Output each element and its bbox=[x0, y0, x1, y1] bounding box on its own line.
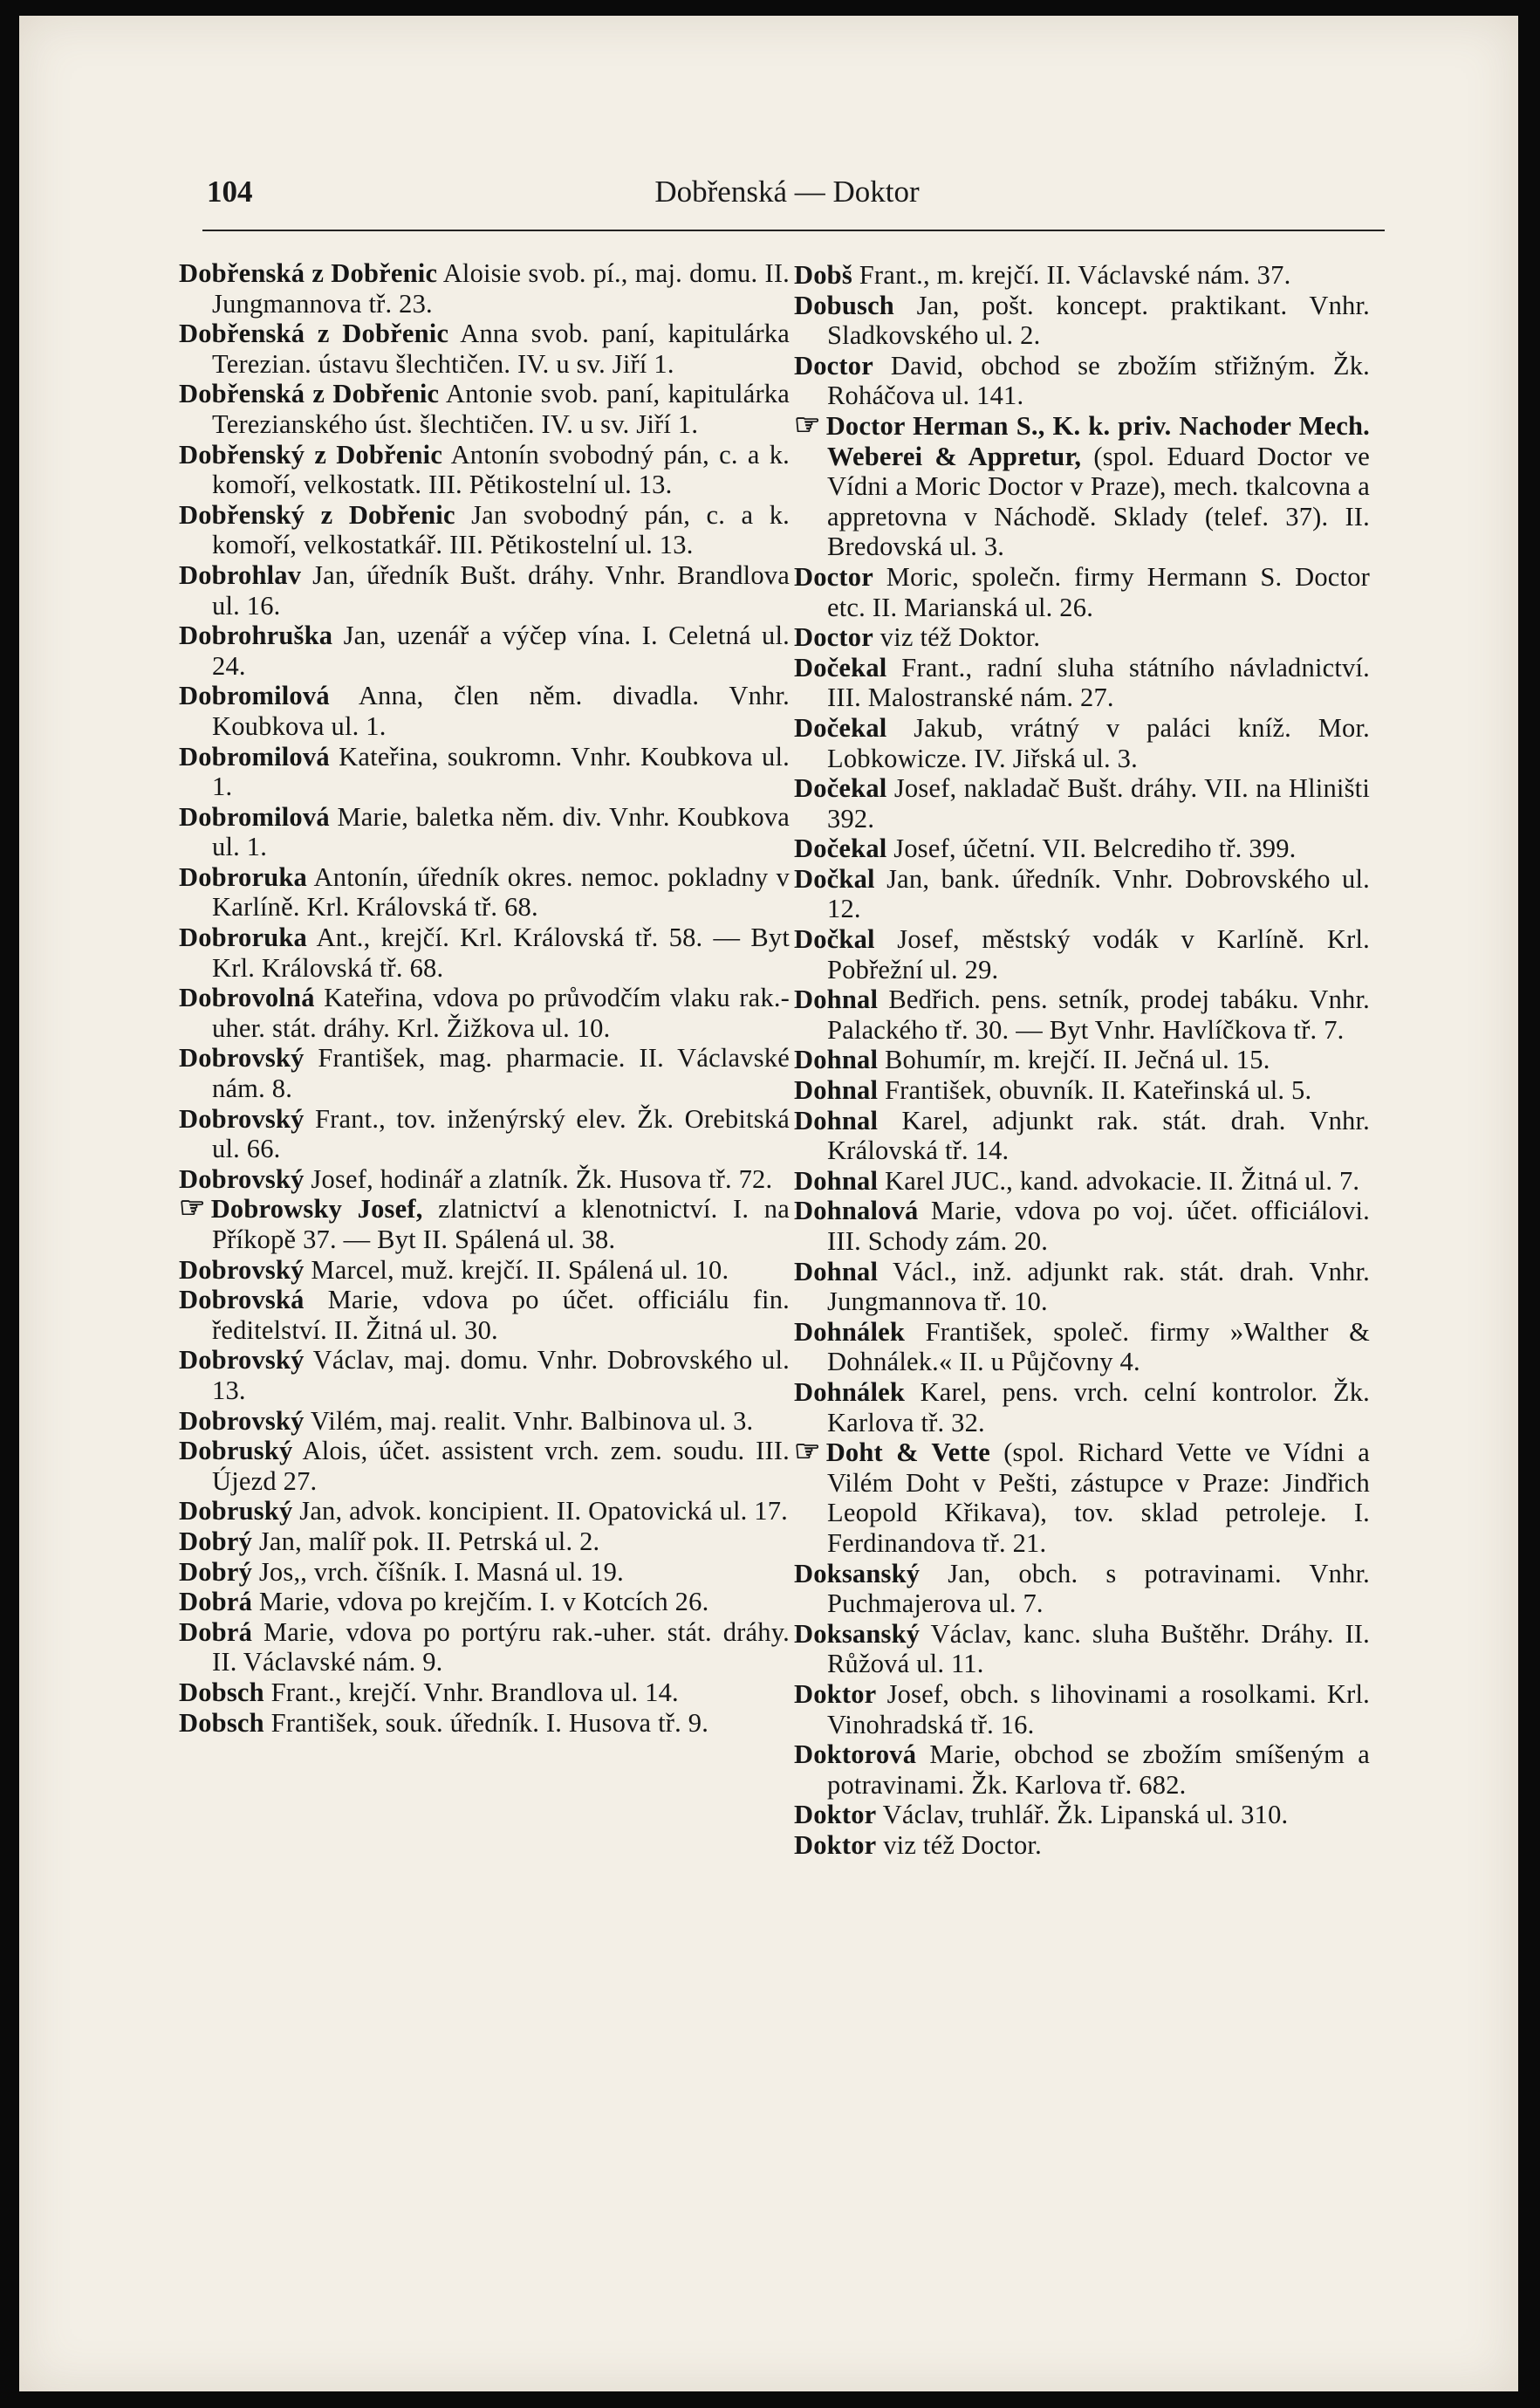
entry-details: František, společ. firmy »Walther & Dohnálek.« II. u Půjčovny 4. bbox=[827, 1316, 1370, 1377]
entry-details: Jan, bank. úředník. Vnhr. Dobrovského ul. 12. bbox=[827, 863, 1370, 924]
entry-surname: Dohnálek bbox=[794, 1316, 906, 1347]
entry-surname: Dohnal bbox=[794, 1256, 879, 1286]
entry-surname: Doktorová bbox=[794, 1739, 917, 1770]
entry-surname: Dobroruka bbox=[179, 861, 307, 892]
directory-entry bbox=[179, 1043, 790, 1103]
directory-entry bbox=[179, 1496, 790, 1526]
directory-entry bbox=[179, 379, 790, 439]
directory-entry bbox=[179, 1345, 790, 1405]
directory-entry bbox=[794, 1739, 1370, 1800]
directory-entry bbox=[179, 862, 790, 923]
entry-surname: Dohnal bbox=[794, 1075, 879, 1106]
entry-details: Bohumír, m. krejčí. II. Ječná ul. 15. bbox=[878, 1045, 1270, 1075]
entry-surname: Dobřenský z Dobřenic bbox=[179, 439, 443, 470]
directory-entry bbox=[179, 258, 790, 319]
directory-entry bbox=[179, 1104, 790, 1164]
entry-details: (spol. Eduard Doctor ve Vídni a Moric Doctor v Praze), mech. tkalcovna a appretovna v Náchodě. Sklady (telef. 37). II. Bredovská ul. 3. bbox=[827, 441, 1370, 562]
entry-details: Kateřina, soukromn. Vnhr. Koubkova ul. 1. bbox=[212, 741, 790, 802]
entry-details: Marcel, muž. krejčí. II. Spálená ul. 10. bbox=[304, 1254, 729, 1285]
entry-surname: Dobrá bbox=[179, 1587, 253, 1617]
entry-details: Jan, advok. koncipient. II. Opatovická ul. 17. bbox=[292, 1496, 789, 1526]
entry-surname: Dobruský bbox=[179, 1496, 293, 1526]
directory-entry bbox=[794, 864, 1370, 924]
entry-surname: Dobrovský bbox=[179, 1043, 305, 1074]
entry-surname: Doksanský bbox=[794, 1618, 921, 1649]
entry-surname: Dobrohruška bbox=[179, 621, 333, 651]
directory-entry bbox=[794, 1800, 1370, 1830]
entry-surname: Doktor bbox=[794, 1678, 877, 1709]
entry-details: Kateřina, vdova po průvodčím vlaku rak.-uher. stát. dráhy. Krl. Žižkova ul. 10. bbox=[212, 983, 790, 1043]
directory-entry bbox=[179, 681, 790, 741]
entry-surname: Dobromilová bbox=[179, 741, 330, 772]
entry-surname: Dobrovský bbox=[179, 1103, 305, 1134]
directory-entry bbox=[179, 1557, 790, 1588]
directory-entry bbox=[179, 1164, 790, 1195]
directory-entry bbox=[179, 440, 790, 500]
entry-details: Antonín svobodný pán, c. a k. komoří, velkostatk. III. Pětikostelní ul. 13. bbox=[212, 439, 790, 500]
directory-entry bbox=[179, 1436, 790, 1496]
directory-entry bbox=[794, 1559, 1370, 1619]
entry-details: Antonie svob. paní, kapitulárka Terezianského úst. šlechtičen. IV. u sv. Jiří 1. bbox=[212, 379, 790, 439]
entry-surname: Dohnálek bbox=[794, 1376, 906, 1407]
directory-entry bbox=[179, 1708, 790, 1739]
entry-surname: Dohnal bbox=[794, 1045, 879, 1075]
directory-entry bbox=[794, 1679, 1370, 1739]
directory-entry bbox=[179, 1255, 790, 1286]
entry-surname: Dobromilová bbox=[179, 801, 330, 832]
entry-details: Marie, baletka něm. div. Vnhr. Koubkova ul. 1. bbox=[212, 801, 790, 862]
entry-surname: Dočekal bbox=[794, 652, 887, 683]
entry-details: Marie, vdova po portýru rak.-uher. stát. dráhy. II. Václavské nám. 9. bbox=[212, 1616, 790, 1677]
entry-surname: Doktor bbox=[794, 1829, 877, 1860]
entry-surname: Doctor Herman S., K. k. priv. Nachoder Mech. Weberei & Appretur, bbox=[825, 410, 1370, 471]
directory-entry bbox=[179, 802, 790, 862]
entry-surname: Dobřenský z Dobřenic bbox=[179, 499, 455, 530]
directory-entry bbox=[794, 408, 1370, 562]
entry-details: Václav, kanc. sluha Buštěhr. Dráhy. II. Růžová ul. 11. bbox=[827, 1618, 1370, 1679]
entry-details: Josef, nakladač Bušt. dráhy. VII. na Hliništi 392. bbox=[827, 773, 1370, 834]
directory-entry bbox=[179, 500, 790, 560]
entry-surname: Dobromilová bbox=[179, 681, 330, 711]
entry-details: Jan, malíř pok. II. Petrská ul. 2. bbox=[252, 1526, 600, 1556]
entry-surname: Dobrovská bbox=[179, 1285, 305, 1315]
directory-entry bbox=[794, 773, 1370, 834]
page-number: 104 bbox=[207, 175, 253, 209]
page-header bbox=[189, 175, 1385, 218]
entry-surname: Dobrovský bbox=[179, 1405, 305, 1436]
directory-entry bbox=[794, 562, 1370, 622]
entry-surname: Dočekal bbox=[794, 834, 887, 864]
directory-entry bbox=[794, 1075, 1370, 1106]
directory-entry bbox=[794, 924, 1370, 984]
entry-details: Moric, společn. firmy Hermann S. Doctor etc. II. Marianská ul. 26. bbox=[827, 561, 1370, 622]
entry-surname: Doksanský bbox=[794, 1558, 921, 1588]
entry-details: Marie, vdova po krejčím. I. v Kotcích 26. bbox=[252, 1587, 709, 1617]
entry-surname: Dobsch bbox=[179, 1677, 264, 1707]
entry-details: Bedřich. pens. setník, prodej tabáku. Vnhr. Palackého tř. 30. — Byt Vnhr. Havlíčkova tř. 7. bbox=[827, 984, 1370, 1045]
directory-entry bbox=[179, 742, 790, 802]
entry-surname: Dobrý bbox=[179, 1526, 253, 1556]
entry-details: Frant., m. krejčí. II. Václavské nám. 37. bbox=[852, 260, 1291, 290]
entry-details: viz též Doktor. bbox=[873, 622, 1041, 653]
entry-details: Alois, účet. assistent vrch. zem. soudu. III. Újezd 27. bbox=[212, 1436, 790, 1496]
entry-surname: Doht & Vette bbox=[825, 1437, 990, 1468]
entry-surname: Dobroruka bbox=[179, 923, 307, 953]
entry-details: Václav, truhlář. Žk. Lipanská ul. 310. bbox=[876, 1800, 1289, 1830]
entry-details: David, obchod se zbožím střižným. Žk. Roháčova ul. 141. bbox=[827, 350, 1370, 411]
entry-surname: Dohnal bbox=[794, 984, 879, 1015]
entry-details: Anna, člen něm. divadla. Vnhr. Koubkova ul. 1. bbox=[212, 681, 790, 741]
entry-surname: Doctor bbox=[794, 350, 873, 381]
entry-details: zlatnictví a klenotnictví. I. na Příkopě 37. — Byt II. Spálená ul. 38. bbox=[212, 1194, 790, 1254]
directory-entry bbox=[794, 1106, 1370, 1166]
entry-surname: Doctor bbox=[794, 622, 873, 653]
entry-details: Josef, účetní. VII. Belcrediho tř. 399. bbox=[886, 834, 1297, 864]
pointing-hand-icon: ☞ bbox=[794, 408, 821, 442]
entry-details: (spol. Richard Vette ve Vídni a Vilém Doht v Pešti, zástupce v Praze: Jindřich Leopold Křikava), tov. sklad petroleje. I. Ferdinandova tř. 21. bbox=[827, 1437, 1370, 1558]
directory-entry bbox=[794, 984, 1370, 1045]
entry-details: Marie, obchod se zbožím smíšeným a potravinami. Žk. Karlova tř. 682. bbox=[827, 1739, 1370, 1800]
entry-surname: Dobrovolná bbox=[179, 983, 315, 1013]
directory-entry bbox=[794, 1166, 1370, 1197]
entry-surname: Dobš bbox=[794, 260, 852, 290]
directory-entry bbox=[794, 1196, 1370, 1256]
entry-surname: Dočkal bbox=[794, 863, 875, 894]
entry-details: Václav, maj. domu. Vnhr. Dobrovského ul. 13. bbox=[212, 1345, 790, 1405]
entry-surname: Dobrý bbox=[179, 1556, 253, 1587]
entry-surname: Dobsch bbox=[179, 1707, 264, 1738]
directory-entry bbox=[179, 1194, 790, 1254]
left-column bbox=[179, 258, 790, 1738]
entry-details: Marie, vdova po voj. účet. officiálovi. III. Schody zám. 20. bbox=[827, 1196, 1370, 1256]
entry-details: Karel, adjunkt rak. stát. drah. Vnhr. Královská tř. 14. bbox=[827, 1105, 1370, 1166]
entry-details: Václ., inž. adjunkt rak. stát. drah. Vnhr. Jungmannova tř. 10. bbox=[827, 1256, 1370, 1317]
directory-entry bbox=[179, 560, 790, 621]
entry-details: Jan, pošt. koncept. praktikant. Vnhr. Sladkovského ul. 2. bbox=[827, 290, 1370, 351]
directory-entry bbox=[179, 983, 790, 1043]
directory-entry bbox=[794, 1317, 1370, 1377]
entry-details: Jan svobodný pán, c. a k. komoří, velkostatkář. III. Pětikostelní ul. 13. bbox=[212, 499, 791, 560]
entry-surname: Dohnal bbox=[794, 1105, 879, 1135]
entry-surname: Dobrowsky Josef, bbox=[210, 1194, 423, 1225]
entry-details: František, mag. pharmacie. II. Václavské nám. 8. bbox=[212, 1043, 790, 1104]
directory-entry bbox=[794, 713, 1370, 773]
directory-entry bbox=[794, 1377, 1370, 1437]
entry-surname: Doctor bbox=[794, 561, 873, 592]
entry-surname: Dočekal bbox=[794, 712, 887, 743]
entry-surname: Dobrohlav bbox=[179, 559, 302, 590]
directory-entry bbox=[794, 1257, 1370, 1317]
directory-entry bbox=[794, 622, 1370, 653]
entry-details: Jan, uzenář a výčep vína. I. Celetná ul. 24. bbox=[212, 621, 790, 681]
directory-entry bbox=[794, 260, 1370, 291]
directory-entry bbox=[794, 834, 1370, 864]
header-rule bbox=[202, 230, 1385, 231]
entry-details: Vilém, maj. realit. Vnhr. Balbinova ul. 3. bbox=[304, 1405, 754, 1436]
entry-surname: Dočekal bbox=[794, 773, 887, 804]
directory-entry bbox=[179, 1617, 790, 1677]
pointing-hand-icon: ☞ bbox=[179, 1192, 206, 1225]
entry-details: Frant., radní sluha státního návladnictví. III. Malostranské nám. 27. bbox=[827, 652, 1370, 713]
entry-surname: Dobřenská z Dobřenic bbox=[179, 258, 438, 288]
directory-entry bbox=[179, 923, 790, 983]
entry-details: Marie, vdova po účet. officiálu fin. ředitelství. II. Žitná ul. 30. bbox=[212, 1285, 790, 1345]
entry-surname: Dobruský bbox=[179, 1436, 293, 1466]
directory-entry bbox=[179, 1587, 790, 1617]
entry-details: Karel, pens. vrch. celní kontrolor. Žk. Karlova tř. 32. bbox=[827, 1376, 1370, 1437]
entry-details: Aloisie svob. pí., maj. domu. II. Jungmannova tř. 23. bbox=[212, 258, 791, 319]
directory-entry bbox=[794, 351, 1370, 411]
entry-details: Frant., krejčí. Vnhr. Brandlova ul. 14. bbox=[264, 1677, 679, 1707]
entry-surname: Dobřenská z Dobřenic bbox=[179, 319, 449, 349]
directory-entry bbox=[794, 1437, 1370, 1558]
entry-details: Jos,, vrch. číšník. I. Masná ul. 19. bbox=[252, 1556, 624, 1587]
directory-entry bbox=[794, 653, 1370, 713]
entry-details: Jan, úředník Bušt. dráhy. Vnhr. Brandlova ul. 16. bbox=[212, 559, 790, 621]
directory-entry bbox=[179, 1677, 790, 1708]
entry-details: Antonín, úředník okres. nemoc. pokladny v Karlíně. Krl. Královská tř. 68. bbox=[212, 861, 790, 923]
entry-details: Anna svob. paní, kapitulárka Terezian. ústavu šlechtičen. IV. u sv. Jiří 1. bbox=[212, 319, 790, 379]
right-column bbox=[794, 260, 1370, 1860]
entry-details: Ant., krejčí. Krl. Královská tř. 58. — Byt Krl. Královská tř. 68. bbox=[212, 923, 790, 983]
directory-entry bbox=[794, 1830, 1370, 1861]
entry-details: Jan, obch. s potravinami. Vnhr. Puchmajerova ul. 7. bbox=[827, 1558, 1370, 1619]
directory-entry bbox=[179, 1285, 790, 1345]
entry-surname: Dohnal bbox=[794, 1165, 879, 1196]
entry-details: Jakub, vrátný v paláci kníž. Mor. Lobkowicze. IV. Jiřská ul. 3. bbox=[827, 712, 1370, 773]
entry-details: František, souk. úředník. I. Husova tř. 9. bbox=[264, 1707, 709, 1738]
directory-entry bbox=[179, 621, 790, 681]
directory-entry bbox=[179, 319, 790, 379]
directory-entry bbox=[179, 1526, 790, 1557]
entry-surname: Doktor bbox=[794, 1800, 877, 1830]
entry-surname: Dobrá bbox=[179, 1616, 253, 1647]
directory-entry bbox=[794, 1619, 1370, 1679]
entry-surname: Dobřenská z Dobřenic bbox=[179, 379, 440, 409]
entry-surname: Dobrovský bbox=[179, 1345, 305, 1376]
entry-details: Josef, obch. s lihovinami a rosolkami. Krl. Vinohradská tř. 16. bbox=[827, 1678, 1370, 1739]
directory-entry bbox=[179, 1406, 790, 1437]
entry-details: Josef, hodinář a zlatník. Žk. Husova tř. 72. bbox=[304, 1163, 773, 1194]
directory-entry bbox=[794, 291, 1370, 351]
running-title: Dobřenská — Doktor bbox=[654, 175, 920, 209]
entry-details: Frant., tov. inženýrský elev. Žk. Orebitská ul. 66. bbox=[212, 1103, 790, 1164]
entry-surname: Dobrovský bbox=[179, 1163, 305, 1194]
entry-surname: Dobrovský bbox=[179, 1254, 305, 1285]
entry-details: viz též Doctor. bbox=[876, 1829, 1042, 1860]
pointing-hand-icon: ☞ bbox=[794, 1436, 821, 1469]
entry-details: Josef, městský vodák v Karlíně. Krl. Pobřežní ul. 29. bbox=[827, 924, 1370, 984]
entry-surname: Dohnalová bbox=[794, 1196, 919, 1226]
entry-details: František, obuvník. II. Kateřinská ul. 5. bbox=[878, 1075, 1312, 1106]
directory-entry bbox=[794, 1045, 1370, 1075]
entry-details: Karel JUC., kand. advokacie. II. Žitná ul. 7. bbox=[878, 1165, 1360, 1196]
entry-surname: Dočkal bbox=[794, 924, 875, 955]
entry-surname: Dobusch bbox=[794, 290, 894, 320]
